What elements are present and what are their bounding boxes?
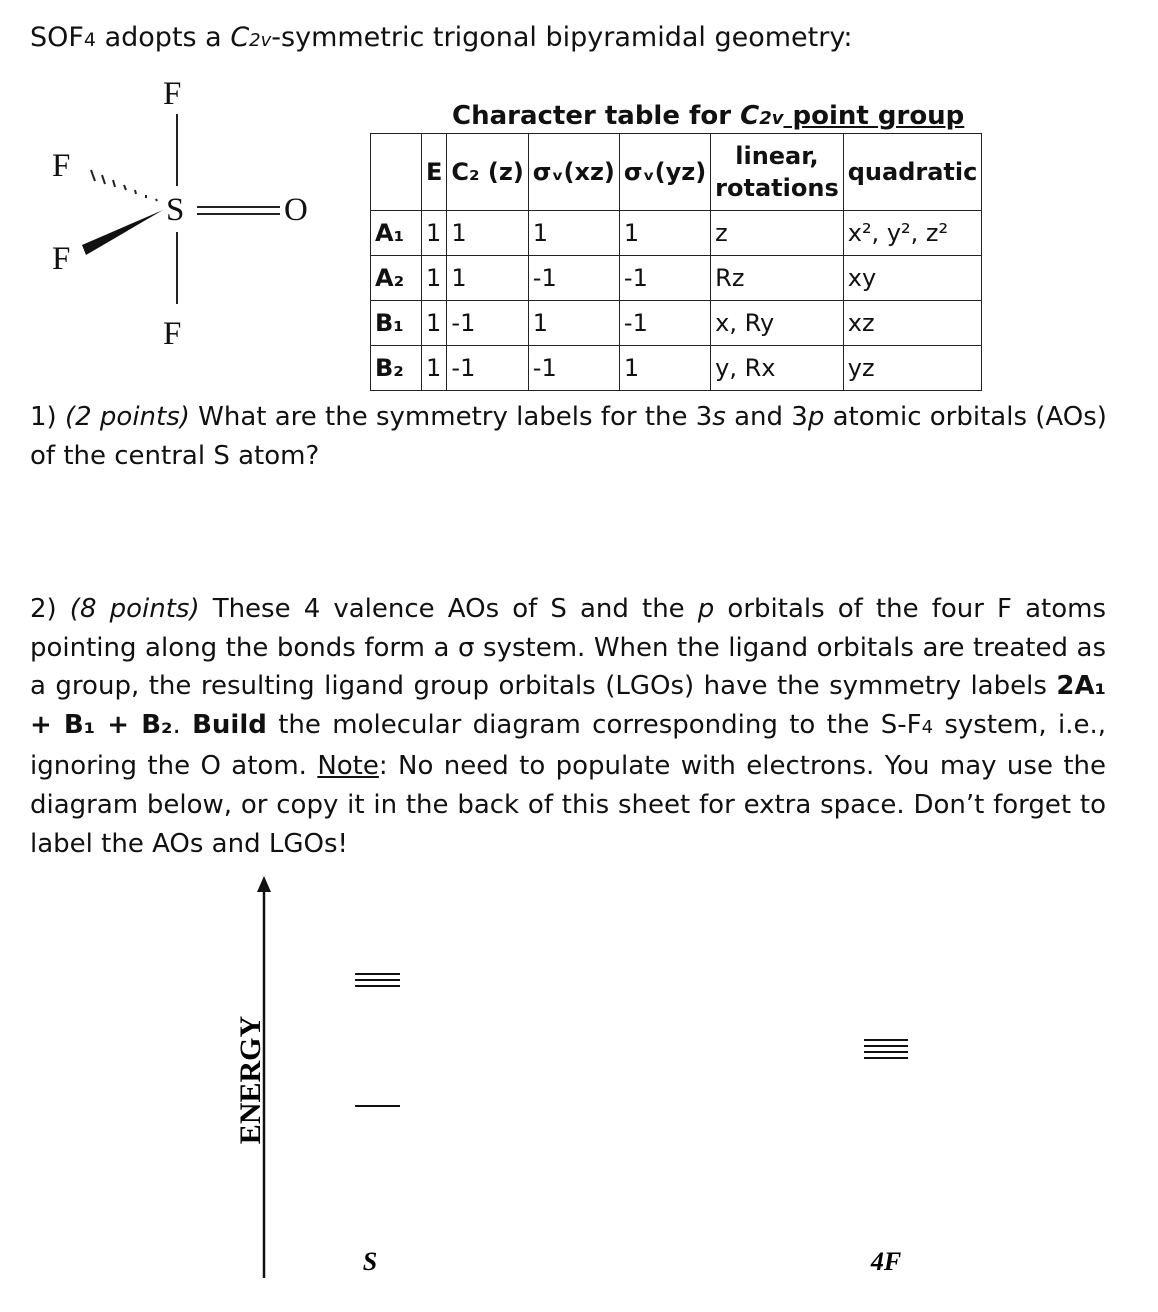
char-sigma-xz: 1: [528, 301, 619, 346]
irrep-label: A₁: [371, 211, 422, 256]
char-sigma-yz: 1: [619, 211, 710, 256]
linear-functions: Rz: [711, 256, 844, 301]
char-c2: -1: [447, 346, 528, 391]
char-c2: -1: [447, 301, 528, 346]
sulfur-p-levels: [355, 974, 400, 986]
quadratic-functions: x², y², z²: [843, 211, 982, 256]
char-e: 1: [422, 301, 447, 346]
fluorine-lower-left-label: F: [52, 241, 71, 277]
char-sigma-yz: -1: [619, 301, 710, 346]
irrep-label: A₂: [371, 256, 422, 301]
header-e: E: [422, 134, 447, 211]
table-row: [371, 256, 982, 301]
table-row: [371, 346, 982, 391]
table-row: [371, 301, 982, 346]
header-c2: C₂ (z): [447, 134, 528, 211]
header-irrep-blank: [371, 134, 422, 211]
header-linear-rotations: linear, rotations: [711, 134, 844, 211]
irrep-label: B₁: [371, 301, 422, 346]
mo-diagram: [0, 860, 1158, 1312]
fluorine-lgo-levels: [864, 1040, 908, 1058]
intro-sentence: SOF4 adopts a C2v-symmetric trigonal bipyramidal geometry:: [30, 22, 853, 53]
quadratic-functions: xy: [843, 256, 982, 301]
question-2: 2) (8 points) These 4 valence AOs of S and the p orbitals of the four F atoms pointing along the bonds form a σ system. When the ligand orbitals are treated as a group, the resulting ligand group orbitals (LGOs) have the symmetry labels 2A₁ + B₁ + B₂. Build the molecular diagram corresponding to the S-F4 system, i.e., ignoring the O atom. Note: No need to populate with electrons. You may use the diagram below, or copy it in the back of this sheet for extra space. Don’t forget to label the AOs and LGOs!: [30, 594, 1107, 859]
quadratic-functions: xz: [843, 301, 982, 346]
linear-functions: y, Rx: [711, 346, 844, 391]
header-sigma-yz: σᵥ(yz): [619, 134, 710, 211]
character-table: [370, 133, 982, 391]
char-e: 1: [422, 346, 447, 391]
quadratic-functions: yz: [843, 346, 982, 391]
char-c2: 1: [447, 256, 528, 301]
linear-functions: x, Ry: [711, 301, 844, 346]
sulfur-label: S: [166, 192, 185, 228]
table-row: [371, 211, 982, 256]
energy-axis-arrowhead: [257, 876, 271, 892]
character-table-header: [371, 134, 982, 211]
energy-axis-label: ENERGY: [234, 1015, 267, 1145]
fluorine-upper-left-label: F: [52, 148, 71, 184]
char-e: 1: [422, 256, 447, 301]
char-c2: 1: [447, 211, 528, 256]
question-1: 1) (2 points) What are the symmetry labels for the 3s and 3p atomic orbitals (AOs) of the central S atom?: [30, 402, 1107, 471]
char-e: 1: [422, 211, 447, 256]
char-sigma-yz: -1: [619, 256, 710, 301]
char-sigma-xz: 1: [528, 211, 619, 256]
fluorine-bottom-label: F: [163, 316, 182, 352]
linear-functions: z: [711, 211, 844, 256]
irrep-label: B₂: [371, 346, 422, 391]
header-quadratic: quadratic: [843, 134, 982, 211]
char-sigma-xz: -1: [528, 346, 619, 391]
fluorine-column-label: 4F: [870, 1247, 902, 1276]
header-sigma-xz: σᵥ(xz): [528, 134, 619, 211]
char-sigma-yz: 1: [619, 346, 710, 391]
char-sigma-xz: -1: [528, 256, 619, 301]
sulfur-column-label: S: [362, 1247, 378, 1276]
oxygen-label: O: [284, 192, 308, 228]
fluorine-top-label: F: [163, 76, 182, 112]
character-table-title: Character table for C2v point group: [452, 101, 965, 131]
